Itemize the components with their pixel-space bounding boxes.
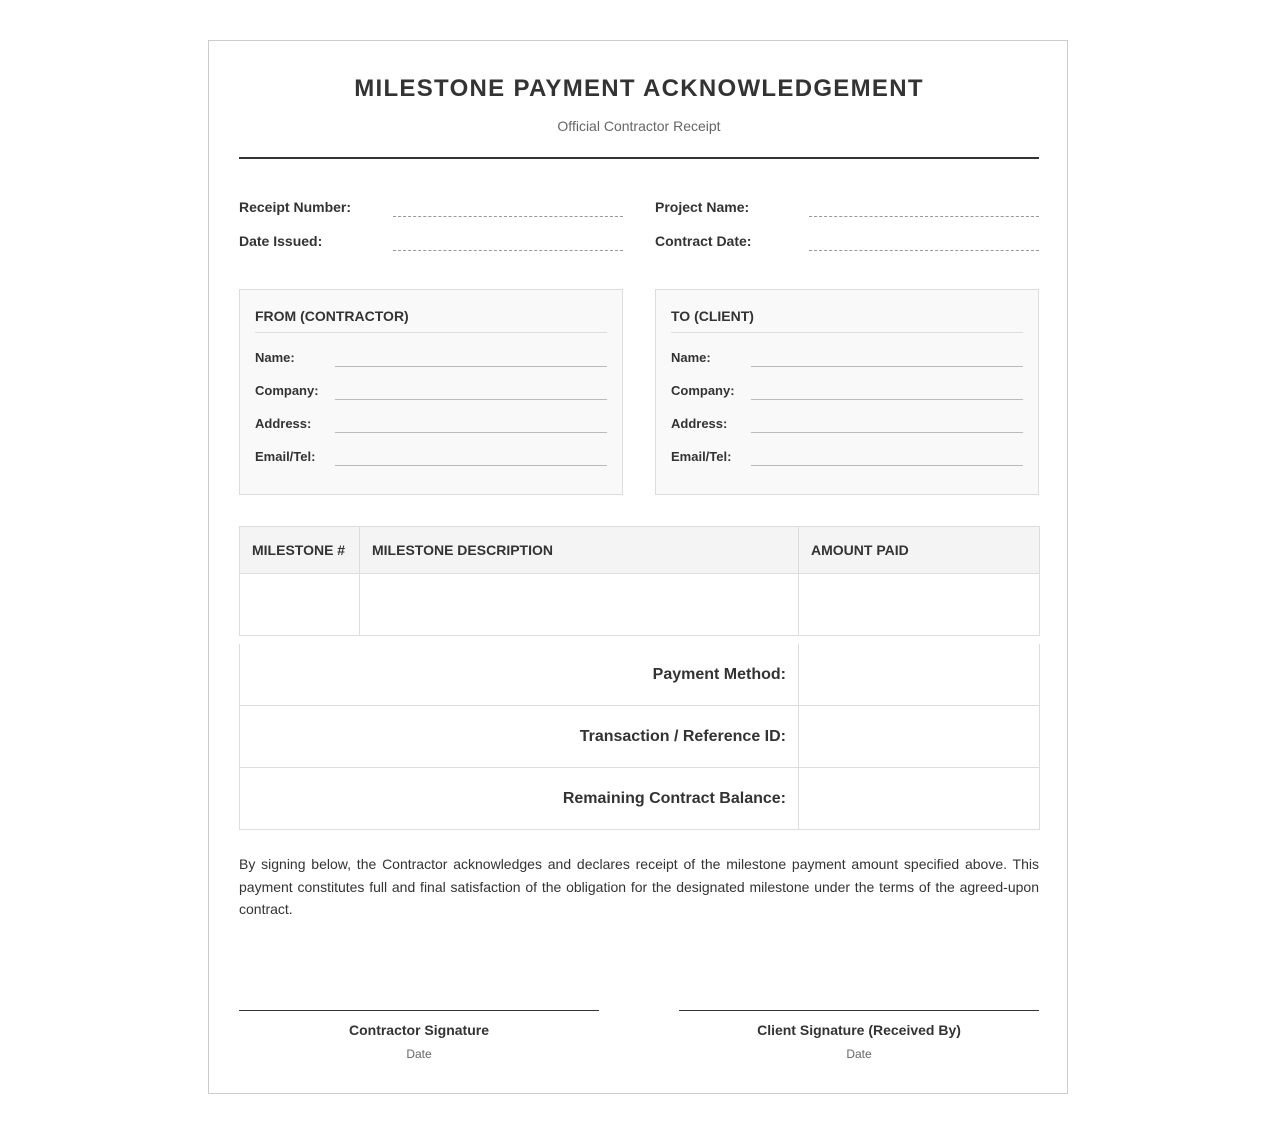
table-row (240, 574, 1040, 636)
client-date-label: Date (846, 1047, 872, 1061)
contractor-address-field[interactable] (335, 416, 607, 433)
date-issued-field[interactable] (393, 233, 623, 251)
milestone-table (239, 526, 1040, 636)
remaining-balance-field[interactable] (799, 768, 1040, 830)
client-company-field[interactable] (751, 383, 1023, 400)
client-company-label: Company: (671, 383, 735, 398)
client-company-row (671, 383, 1023, 407)
milestone-table-header (240, 527, 1040, 574)
reference-id-label: Transaction / Reference ID: (240, 706, 799, 768)
contractor-box-title: FROM (CONTRACTOR) (255, 308, 607, 333)
amount-paid-cell[interactable] (799, 574, 1040, 636)
contractor-address-row (255, 416, 607, 440)
client-address-label: Address: (671, 416, 728, 431)
contractor-name-field[interactable] (335, 350, 607, 367)
column-header-amount-paid: AMOUNT PAID (799, 527, 1040, 574)
receipt-document (208, 40, 1068, 1094)
contractor-name-row (255, 350, 607, 374)
contract-date-row (655, 233, 1039, 259)
client-name-field[interactable] (751, 350, 1023, 367)
contractor-company-field[interactable] (335, 383, 607, 400)
declaration-text: By signing below, the Contractor acknowledges and declares receipt of the milestone payment amount specified above. This payment constitutes full and final satisfaction of the obligation for the designated milestone under the terms of the agreed-upon contract. (239, 856, 1039, 917)
contractor-name-label: Name: (255, 350, 295, 365)
contract-date-field[interactable] (809, 233, 1039, 251)
client-address-field[interactable] (751, 416, 1023, 433)
document-title: MILESTONE PAYMENT ACKNOWLEDGEMENT (354, 75, 924, 102)
column-header-milestone-description: MILESTONE DESCRIPTION (360, 527, 799, 574)
project-name-row (655, 199, 1039, 225)
payment-details-table (239, 644, 1040, 830)
payment-method-label: Payment Method: (240, 644, 799, 706)
receipt-number-field[interactable] (393, 199, 623, 217)
project-name-field[interactable] (809, 199, 1039, 217)
contractor-signature-label: Contractor Signature (348, 1022, 489, 1038)
reference-id-field[interactable] (799, 706, 1040, 768)
contractor-company-row (255, 383, 607, 407)
client-box-title: TO (CLIENT) (671, 308, 1023, 333)
contractor-address-label: Address: (255, 416, 312, 431)
remaining-balance-row (240, 768, 1040, 830)
payment-method-row (240, 644, 1040, 706)
contractor-signature-block (239, 1010, 599, 1061)
contractor-signature-line[interactable] (239, 1010, 599, 1011)
contractor-contact-row (255, 449, 607, 473)
contractor-box (239, 289, 623, 495)
contract-date-label: Contract Date: (655, 233, 752, 249)
document-subtitle: Official Contractor Receipt (557, 118, 721, 134)
client-contact-field[interactable] (751, 449, 1023, 466)
client-signature-line[interactable] (679, 1010, 1039, 1011)
client-name-label: Name: (671, 350, 711, 365)
client-address-row (671, 416, 1023, 440)
client-signature-label: Client Signature (Received By) (757, 1022, 961, 1038)
milestone-number-cell[interactable] (240, 574, 360, 636)
client-contact-label: Email/Tel: (671, 449, 732, 464)
reference-id-row (240, 706, 1040, 768)
receipt-number-row (239, 199, 623, 225)
payment-method-field[interactable] (799, 644, 1040, 706)
client-signature-block (679, 1010, 1039, 1061)
remaining-balance-label: Remaining Contract Balance: (240, 768, 799, 830)
contractor-contact-field[interactable] (335, 449, 607, 466)
contractor-contact-label: Email/Tel: (255, 449, 316, 464)
milestone-description-cell[interactable] (360, 574, 799, 636)
client-box (655, 289, 1039, 495)
date-issued-row (239, 233, 623, 259)
date-issued-label: Date Issued: (239, 233, 323, 249)
column-header-milestone-number: MILESTONE # (240, 527, 360, 574)
client-contact-row (671, 449, 1023, 473)
project-name-label: Project Name: (655, 199, 750, 215)
header-divider (239, 157, 1039, 159)
contractor-date-label: Date (406, 1047, 432, 1061)
receipt-number-label: Receipt Number: (239, 199, 352, 215)
client-name-row (671, 350, 1023, 374)
contractor-company-label: Company: (255, 383, 319, 398)
